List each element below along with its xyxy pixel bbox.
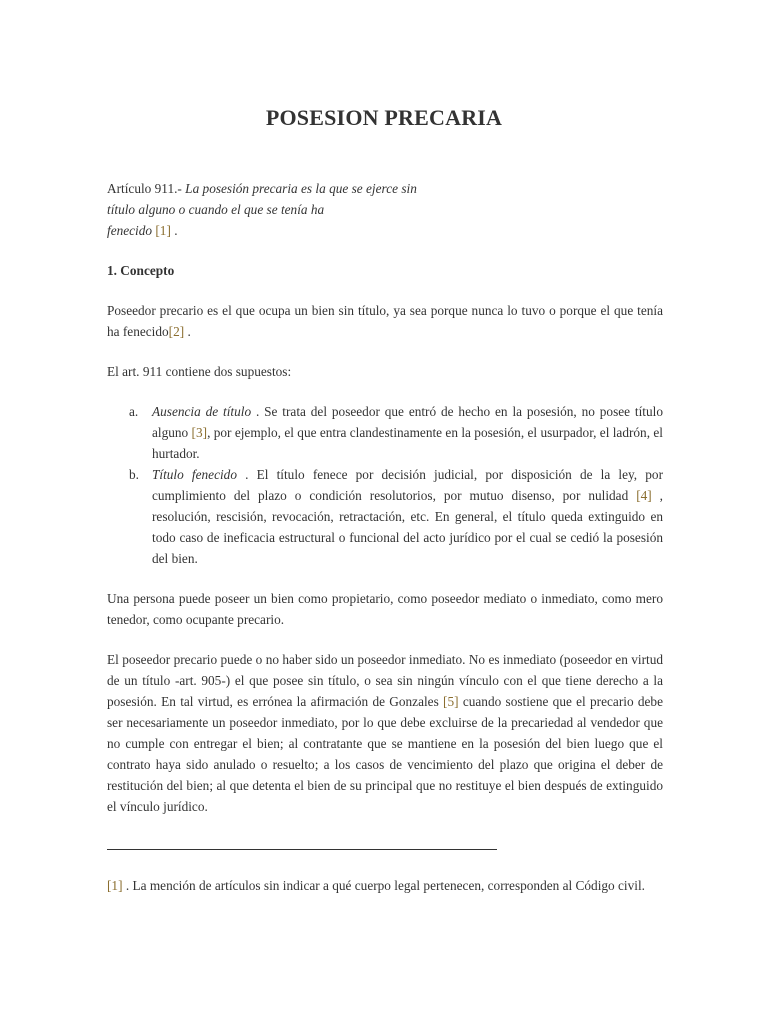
list-text: , por ejemplo, el que entra clandestinamente en la posesión, el usurpador, el ladrón, el hurtador. [152,425,663,461]
footnote-link-4[interactable]: [4] [636,488,652,503]
footnote-link-3[interactable]: [3] [191,425,208,440]
footnote-link-1[interactable]: [1] [155,223,171,238]
supuestos-list [107,401,663,569]
document-body [107,178,663,836]
paragraph-text: El poseedor precario puede o no haber sido un poseedor inmediato. No es inmediato (poseedor en virtud de un título -art. 905-) el que posee sin título, o sea sin ningún vínculo con el que tiene derecho a la posesión. En tal virtud, es errónea la afirmación de Gonzales [107,652,663,709]
paragraph-poseedor [107,649,663,817]
paragraph-supuestos: El art. 911 contiene dos supuestos: [107,364,292,379]
list-marker: a. [129,404,139,419]
paragraph-persona: Una persona puede poseer un bien como propietario, como poseedor mediato o inmediato, como mero tenedor, como ocupante precario. [107,591,663,627]
paragraph-concepto [107,300,663,342]
list-text: , resolución, rescisión, revocación, retractación, etc. En general, el título queda extinguido en todo caso de ineficacia estructural o funcional del acto jurídico por el cual se cedió la posesión del bien. [152,488,664,566]
footnote-text: . La mención de artículos sin indicar a qué cuerpo legal pertenecen, corresponden al Código civil. [122,878,645,893]
article-label: Artículo 911.- [107,181,182,196]
footnote-1 [107,875,667,896]
article-end: . [170,223,178,238]
list-term: Título fenecido [152,467,237,482]
article-quote [107,178,663,241]
list-item-fenecido [107,464,663,569]
paragraph-text: Poseedor precario es el que ocupa un bien sin título, ya sea porque nunca lo tuvo o porque el que tenía ha fenecido [107,303,663,339]
article-text-line2: título alguno o cuando el que se tenía ha [107,202,325,217]
footnote-link-2[interactable]: [2] [168,324,185,339]
paragraph-end: . [184,324,191,339]
page-title: POSESION PRECARIA [265,104,503,130]
list-marker: b. [129,467,139,482]
section-heading-concepto: 1. Concepto [107,263,175,278]
footnote-link-5[interactable]: [5] [443,694,459,709]
list-term: Ausencia de título [152,404,252,419]
list-text: . El título fenece por decisión judicial, por disposición de la ley, por cumplimiento del plazo o condición resolutorios, por mutuo disenso, por nulidad [152,467,664,503]
paragraph-text: cuando sostiene que el precario debe ser necesariamente un poseedor inmediato, por lo que debe excluirse de la precariedad al vendedor que no cumple con entregar el bien; al contratante que se mantiene en la posesión del bien luego que el contrato haya sido anulado o resuelto; a los casos de vencimiento del plazo que origina el deber de restitución del bien; al que detenta el bien de su principal que no restituye el bien después de extinguido el vínculo jurídico. [107,694,663,814]
footnote-divider [107,849,497,850]
list-text: . Se trata del poseedor que entró de hecho en la posesión, no posee título alguno [152,404,663,440]
footnote-backlink-1[interactable]: [1] [107,878,123,893]
article-text-line3: fenecido [107,223,153,238]
article-text-line1: La posesión precaria es la que se ejerce sin [185,181,417,196]
list-item-ausencia [107,401,663,464]
